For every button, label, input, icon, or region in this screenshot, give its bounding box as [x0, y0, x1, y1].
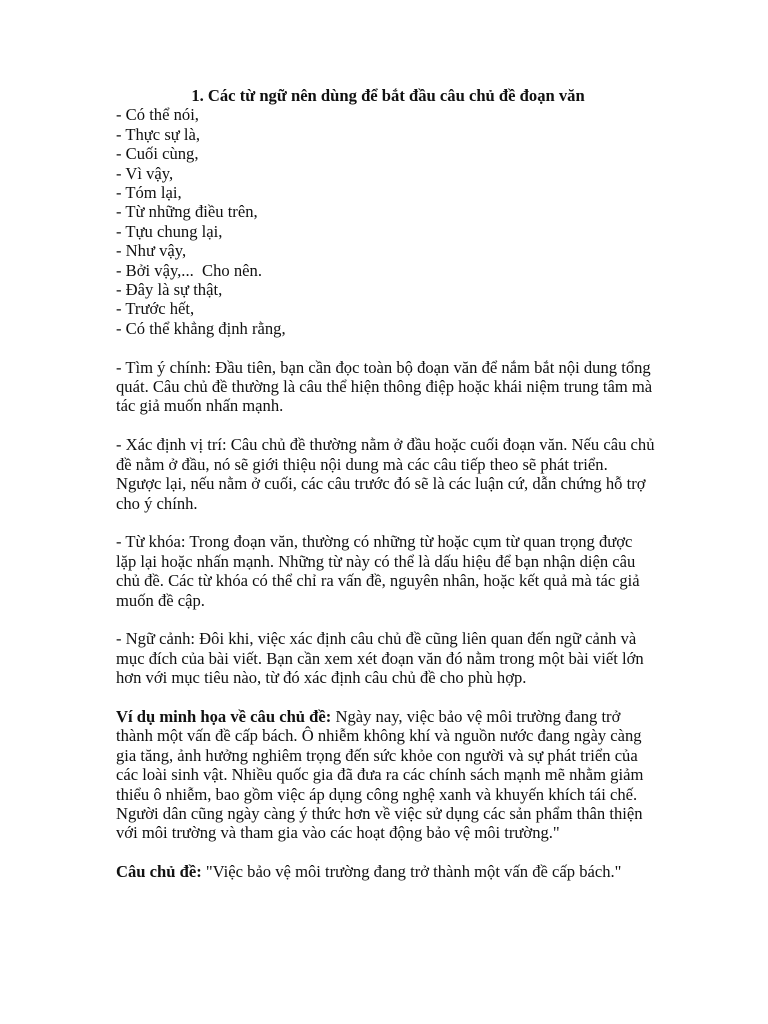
topic-sentence-text: "Việc bảo vệ môi trường đang trở thành một vấn đề cấp bách." — [201, 862, 622, 882]
list-item: - Bởi vậy,... Cho nên. — [116, 260, 262, 280]
topic-sentence-label: Câu chủ đề: — [116, 862, 202, 882]
list-item: - Đây là sự thật, — [116, 280, 223, 300]
document-page — [116, 86, 656, 882]
list-item: - Tựu chung lại, — [116, 221, 223, 241]
list-item: - Thực sự là, — [116, 124, 201, 144]
list-item: - Có thể khẳng định rằng, — [116, 318, 286, 338]
example-text: Ngày nay, việc bảo vệ môi trường đang trở thành một vấn đề cấp bách. Ô nhiễm không khí và nguồn nước đang ngày càng gia tăng, ảnh hưởng nghiêm trọng đến sức khỏe con người và sự phát triển của các loài sinh vật. Nhiều quốc gia đã đưa ra các chính sách mạnh mẽ nhằm giảm thiểu ô nhiễm, bao gồm việc áp dụng công nghệ xanh và khuyến khích tái chế. Người dân cũng ngày càng ý thức hơn về việc sử dụng các sản phẩm thân thiện với môi trường và tham gia vào các hoạt động bảo vệ môi trường." — [116, 706, 644, 843]
list-item: - Cuối cùng, — [116, 144, 199, 164]
paragraph-position: - Xác định vị trí: Câu chủ đề thường nằm ở đầu hoặc cuối đoạn văn. Nếu câu chủ đề nằm ở đầu, nó sẽ giới thiệu nội dung mà các câu tiếp theo sẽ phát triển. Ngược lại, nếu nằm ở cuối, các câu trước đó sẽ là các luận cứ, dẫn chứng hỗ trợ cho ý chính. — [116, 435, 655, 513]
paragraph-main-idea: - Tìm ý chính: Đầu tiên, bạn cần đọc toàn bộ đoạn văn để nắm bắt nội dung tổng quát. Câu chủ đề thường là câu thể hiện thông điệp hoặc khái niệm trung tâm mà tác giả muốn nhấn mạnh. — [116, 357, 653, 416]
paragraph-context: - Ngữ cảnh: Đôi khi, việc xác định câu chủ đề cũng liên quan đến ngữ cảnh và mục đích của bài viết. Bạn cần xem xét đoạn văn đó nằm trong một bài viết lớn hơn với mục tiêu nào, từ đó xác định câu chủ đề cho phù hợp. — [116, 629, 644, 688]
example-label: Ví dụ minh họa về câu chủ đề: — [116, 706, 332, 726]
list-item: - Trước hết, — [116, 299, 195, 319]
topic-sentence-paragraph — [116, 862, 656, 881]
list-item: - Từ những điều trên, — [116, 202, 258, 222]
section-title: 1. Các từ ngữ nên dùng để bắt đầu câu chủ đề đoạn văn — [191, 86, 585, 105]
starter-phrase-list — [116, 105, 656, 338]
list-item: - Có thể nói, — [116, 105, 199, 125]
list-item: - Tóm lại, — [116, 183, 182, 203]
paragraph-keywords: - Từ khóa: Trong đoạn văn, thường có những từ hoặc cụm từ quan trọng được lặp lại hoặc nhấn mạnh. Những từ này có thể là dấu hiệu để bạn nhận diện câu chủ đề. Các từ khóa có thể chỉ ra vấn đề, nguyên nhân, hoặc kết quả mà tác giả muốn đề cập. — [116, 532, 640, 610]
list-item: - Vì vậy, — [116, 163, 174, 183]
list-item: - Như vậy, — [116, 241, 187, 261]
example-paragraph — [116, 707, 656, 843]
